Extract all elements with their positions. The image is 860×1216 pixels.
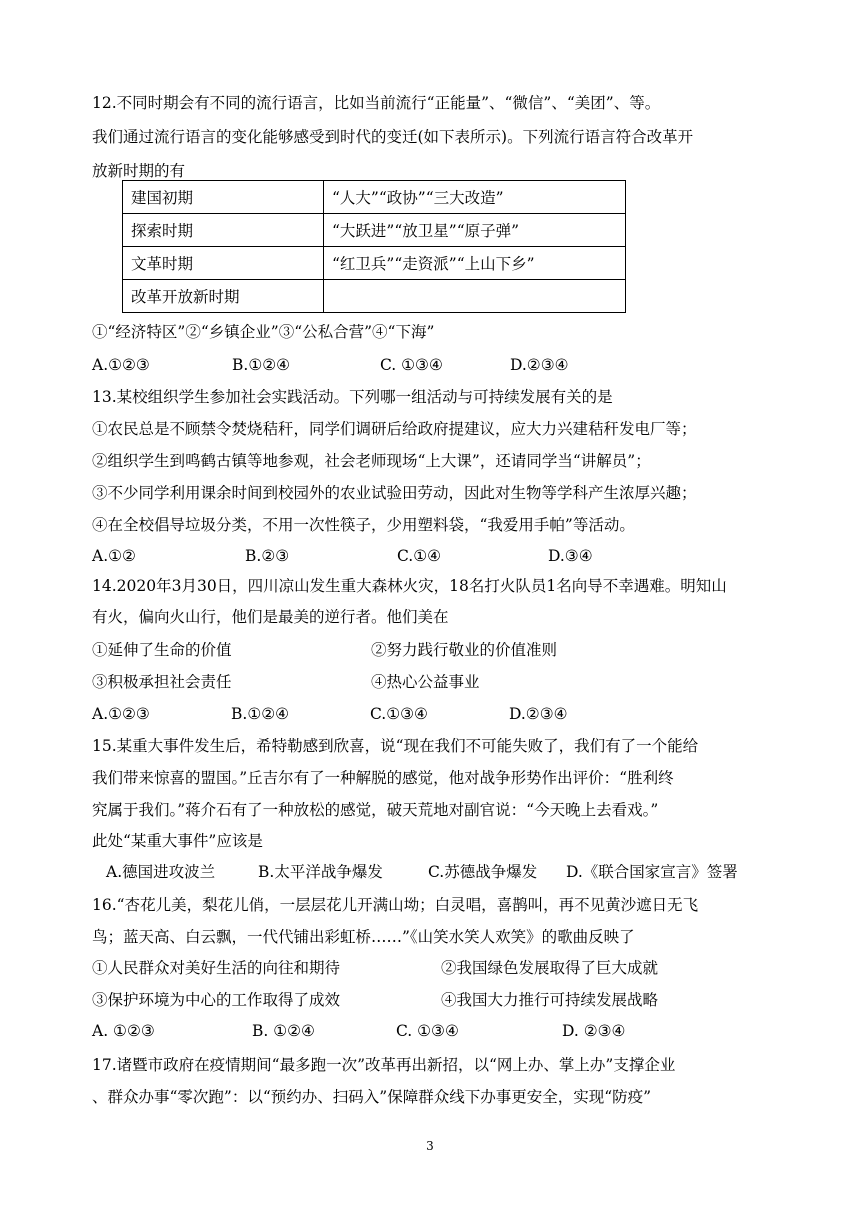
q12-option-a: A.①②③ [92,356,150,374]
q15-option-b: B.太平洋战争爆发 [258,863,383,881]
q13-option-d: D.③④ [548,547,593,565]
q13-option-a: A.①② [92,547,136,565]
q16-option-b: B. ①②④ [252,1022,315,1040]
page-number: 3 [426,1139,434,1153]
period-cell: 建国初期 [123,181,324,214]
q16-stem-line-1: 16.“杏花儿美，梨花儿俏，一层层花儿开满山坳；白灵唱，喜鹊叫，再不见黄沙遮日无飞 [92,896,699,914]
period-cell: 改革开放新时期 [123,280,324,313]
q16-option-c: C. ①③④ [396,1022,459,1040]
table-row [123,280,626,313]
q14-option-d: D.②③④ [509,705,568,723]
q14-stem-line-2: 有火，偏向火山行，他们是最美的逆行者。他们美在 [92,608,449,626]
q15-stem-line-2: 我们带来惊喜的盟国。”丘吉尔有了一种解脱的感觉，他对战争形势作出评价：“胜利终 [92,769,674,787]
q13-item-1: ①农民总是不顾禁令焚烧秸秆，同学们调研后给政府提建议，应大力兴建秸秆发电厂等； [92,420,697,438]
q14-item-1: ①延伸了生命的价值 [92,641,232,659]
q14-item-3: ③积极承担社会责任 [92,673,232,691]
q15-stem-line-1: 15.某重大事件发生后，希特勒感到欣喜，说“现在我们不可能失败了，我们有了一个能给 [92,737,699,755]
q15-stem-line-3: 究属于我们。”蒋介石有了一种放松的感觉，破天荒地对副官说：“今天晚上去看戏。” [92,801,659,819]
q14-option-a: A.①②③ [92,705,150,723]
q16-item-2: ②我国绿色发展取得了巨大成就 [441,959,659,977]
q17-stem-line-1: 17.诸暨市政府在疫情期间“最多跑一次”改革再出新招，以“网上办、掌上办”支撑企业 [92,1056,676,1074]
q12-option-c: C. ①③④ [380,356,443,374]
q12-items: ①“经济特区”②“乡镇企业”③“公私合营”④“下海” [92,323,435,341]
q15-option-d: D.《联合国家宣言》签署 [566,863,738,881]
q13-item-2: ②组织学生到鸣鹤古镇等地参观，社会老师现场“上大课”，还请同学当“讲解员”； [92,452,651,470]
q17-stem-line-2: 、群众办事“零次跑”：以“预约办、扫码入”保障群众线下办事更安全，实现“防疫” [92,1088,652,1106]
q15-option-a: A.德国进攻波兰 [106,863,216,881]
q12-stem-line-1: 12.不同时期会有不同的流行语言，比如当前流行“正能量”、“微信”、“美团”、等。 [92,94,661,112]
phrases-cell: “人大”“政协”“三大改造” [324,181,626,214]
q16-item-4: ④我国大力推行可持续发展战略 [441,991,659,1009]
q12-stem-line-3: 放新时期的有 [92,162,186,180]
q14-item-4: ④热心公益事业 [371,673,480,691]
q12-stem-line-2: 我们通过流行语言的变化能够感受到时代的变迁(如下表所示)。下列流行语言符合改革开 [92,128,694,146]
phrases-cell [324,280,626,313]
q13-item-3: ③不少同学利用课余时间到校园外的农业试验田劳动，因此对生物等学科产生浓厚兴趣； [92,484,697,502]
q16-item-1: ①人民群众对美好生活的向往和期待 [92,959,341,977]
phrases-cell: “大跃进”“放卫星”“原子弹” [324,214,626,247]
q16-item-3: ③保护环境为中心的工作取得了成效 [92,991,341,1009]
q14-stem-line-1: 14.2020年3月30日，四川凉山发生重大森林火灾，18名打火队员1名向导不幸遇难。明知山 [92,577,727,595]
q13-option-b: B.②③ [245,547,290,565]
table-row [123,247,626,280]
q12-option-b: B.①②④ [232,356,291,374]
table-row [123,214,626,247]
q15-stem-line-4: 此处“某重大事件”应该是 [92,832,263,850]
q13-option-c: C.①④ [397,547,442,565]
era-slogan-table [122,180,626,313]
q14-item-2: ②努力践行敬业的价值准则 [371,641,558,659]
q16-option-d: D. ②③④ [562,1022,626,1040]
q15-option-c: C.苏德战争爆发 [428,863,538,881]
q14-option-c: C.①③④ [370,705,428,723]
q14-option-b: B.①②④ [231,705,290,723]
phrases-cell: “红卫兵”“走资派”“上山下乡” [324,247,626,280]
q13-stem: 13.某校组织学生参加社会实践活动。下列哪一组活动与可持续发展有关的是 [92,388,613,406]
q16-option-a: A. ①②③ [92,1022,155,1040]
period-cell: 探索时期 [123,214,324,247]
q13-item-4: ④在全校倡导垃圾分类，不用一次性筷子，少用塑料袋，“我爱用手帕”等活动。 [92,516,635,534]
q12-option-d: D.②③④ [510,356,569,374]
table-row [123,181,626,214]
q16-stem-line-2: 鸟；蓝天高、白云飘，一代代铺出彩虹桥……”《山笑水笑人欢笑》的歌曲反映了 [92,928,635,946]
period-cell: 文革时期 [123,247,324,280]
